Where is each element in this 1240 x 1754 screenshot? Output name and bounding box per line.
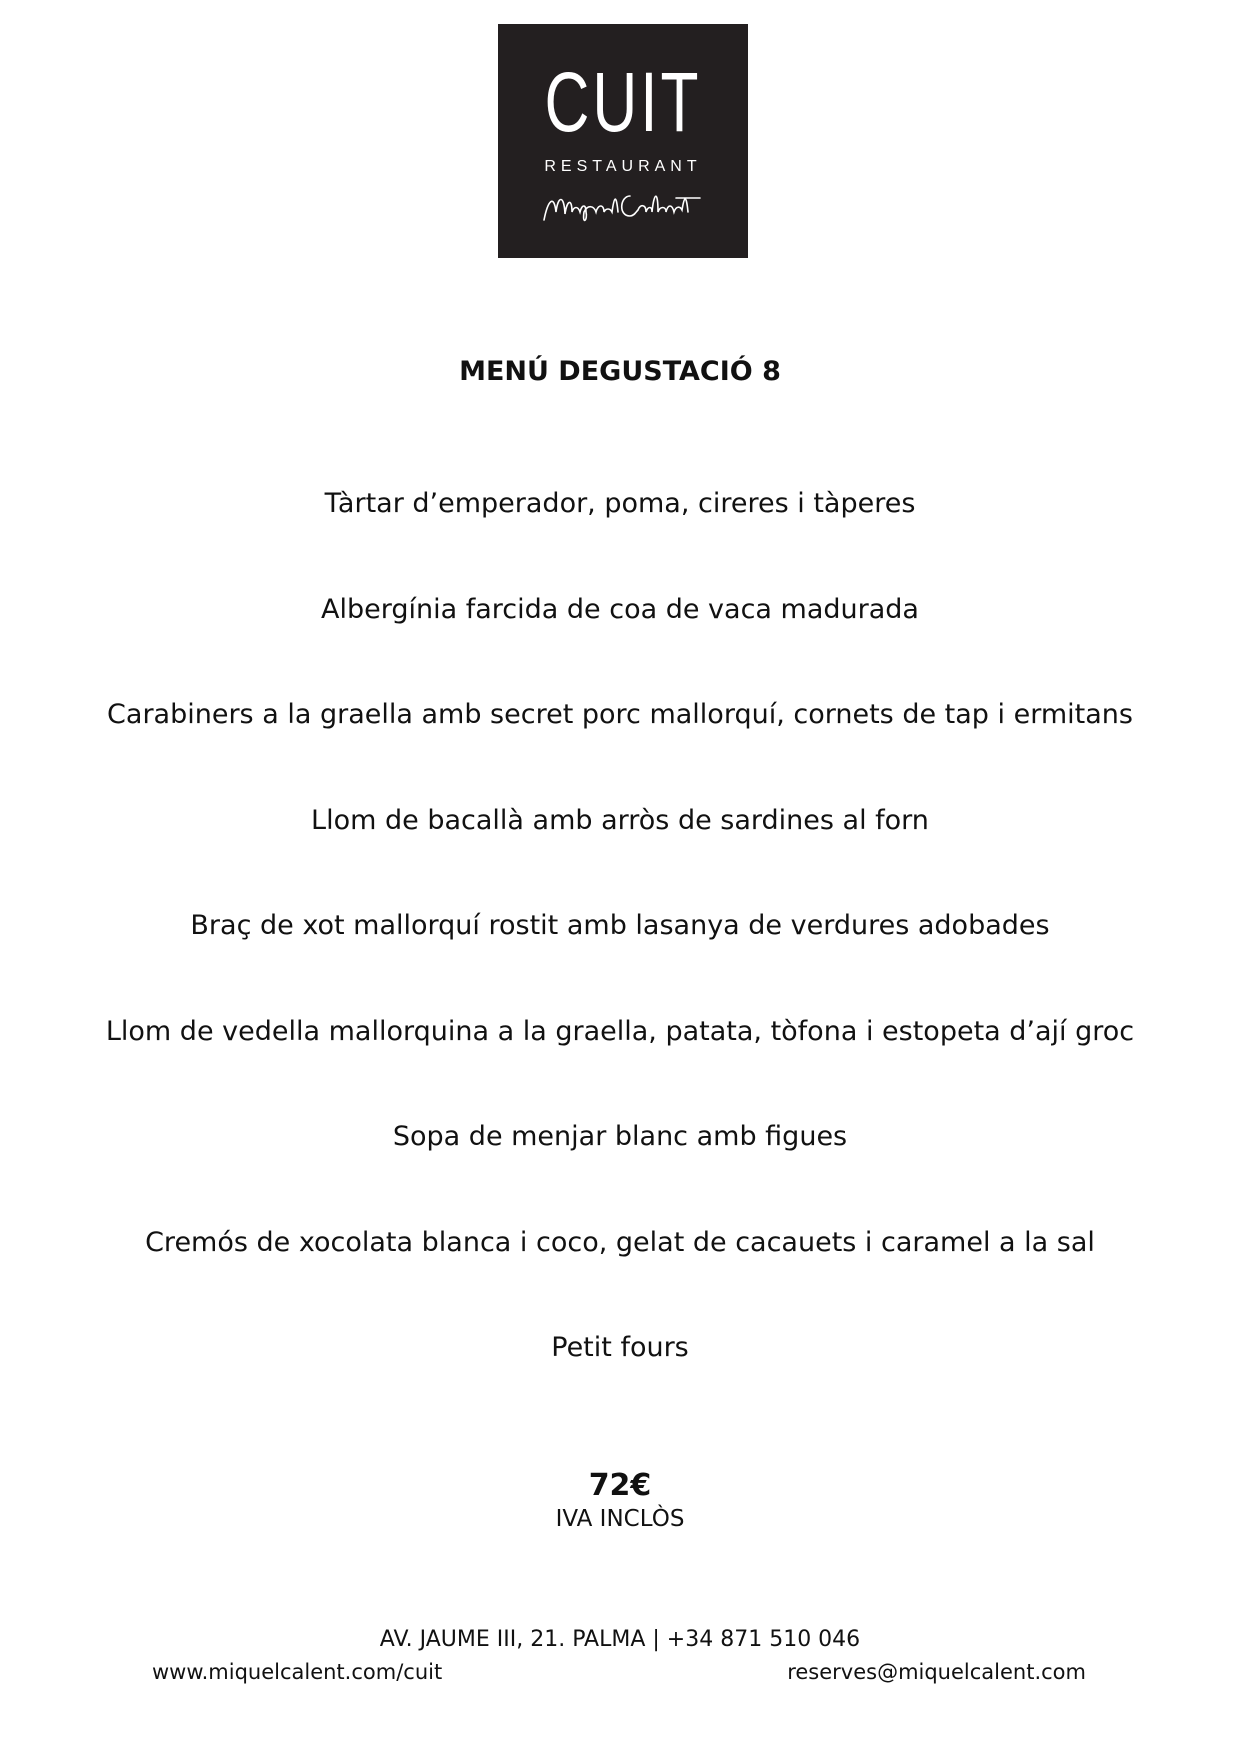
dish-item: Carabiners a la graella amb secret porc mallorquí, cornets de tap i ermitans xyxy=(107,699,1133,730)
dish-list xyxy=(0,484,1240,1434)
dish-item: Tàrtar d’emperador, poma, cireres i tàperes xyxy=(324,488,916,519)
dish-item: Braç de xot mallorquí rostit amb lasanya de verdures adobades xyxy=(190,910,1050,941)
restaurant-logo xyxy=(498,24,748,258)
logo-subtitle: RESTAURANT xyxy=(544,158,702,175)
dish-item: Llom de bacallà amb arròs de sardines al forn xyxy=(311,804,929,836)
dish-item: Sopa de menjar blanc amb figues xyxy=(392,1121,848,1152)
dish-item: Albergínia farcida de coa de vaca madurada xyxy=(321,593,919,625)
email-link[interactable]: reserves@miquelcalent.com xyxy=(787,1660,1086,1684)
logo-wordmark: CUIT xyxy=(544,55,702,149)
dish-item: Cremós de xocolata blanca i coco, gelat de cacauets i caramel a la sal xyxy=(145,1226,1095,1258)
footer-address: AV. JAUME III, 21. PALMA | +34 871 510 046 xyxy=(379,1627,861,1652)
dish-item: Petit fours xyxy=(551,1332,689,1363)
menu-title: MENÚ DEGUSTACIÓ 8 xyxy=(459,356,781,387)
tax-note: IVA INCLÒS xyxy=(555,1506,685,1532)
menu-price: 72€ xyxy=(588,1468,652,1503)
dish-item: Llom de vedella mallorquina a la graella, patata, tòfona i estopeta d’ají groc xyxy=(105,1015,1135,1047)
website-link[interactable]: www.miquelcalent.com/cuit xyxy=(152,1660,443,1684)
signature-logo-image xyxy=(538,182,708,232)
